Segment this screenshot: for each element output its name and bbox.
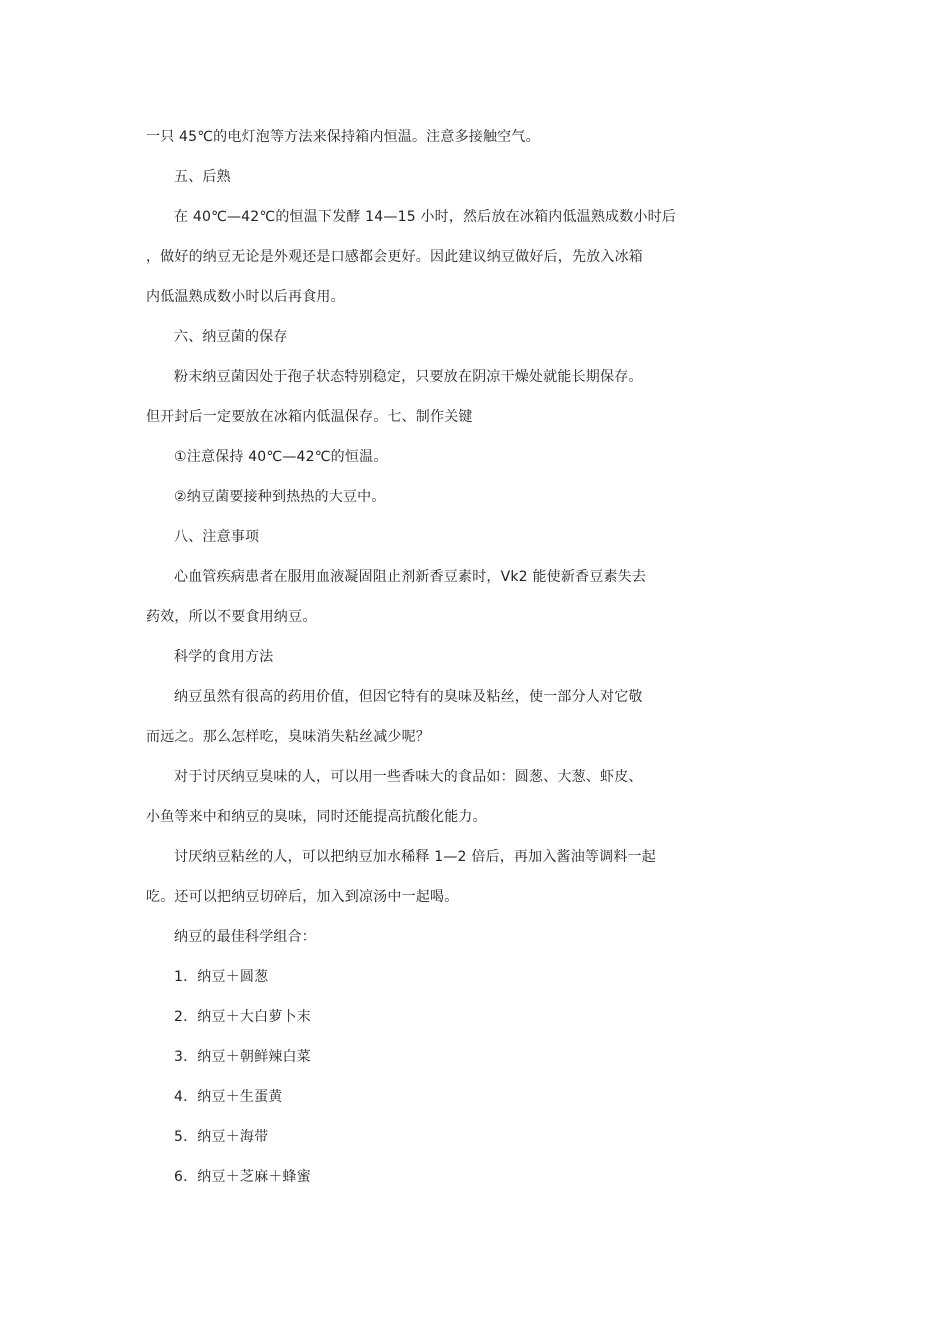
section-heading: 八、注意事项	[174, 529, 260, 545]
body-text-line: 药效，所以不要食用纳豆。	[146, 609, 317, 625]
body-text-line: 对于讨厌纳豆臭味的人，可以用一些香味大的食品如：圆葱、大葱、虾皮、	[174, 769, 643, 785]
body-text-line: 讨厌纳豆粘丝的人，可以把纳豆加水稀释 1—2 倍后，再加入酱油等调料一起	[174, 849, 656, 865]
body-text-line: 心血管疾病患者在服用血液凝固阻止剂新香豆素时，Vk2 能使新香豆素失去	[174, 569, 647, 585]
body-text-line: 一只 45℃的电灯泡等方法来保持箱内恒温。注意多接触空气。	[146, 129, 540, 145]
section-heading: 纳豆的最佳科学组合：	[174, 929, 316, 945]
section-heading: 六、纳豆菌的保存	[174, 329, 288, 345]
body-text-line: ①注意保持 40℃—42℃的恒温。	[174, 449, 388, 465]
body-text-line: 内低温熟成数小时以后再食用。	[146, 289, 345, 305]
body-text-line: ②纳豆菌要接种到热热的大豆中。	[174, 489, 386, 505]
body-text-line: 而远之。那么怎样吃，臭味消失粘丝减少呢？	[146, 729, 430, 745]
list-item: 2．纳豆＋大白萝卜末	[174, 1009, 311, 1025]
list-item: 4．纳豆＋生蛋黄	[174, 1089, 283, 1105]
section-heading: 五、后熟	[174, 169, 231, 185]
body-text-line: 在 40℃—42℃的恒温下发酵 14—15 小时，然后放在冰箱内低温熟成数小时后	[174, 209, 677, 225]
body-text-line: ，做好的纳豆无论是外观还是口感都会更好。因此建议纳豆做好后，先放入冰箱	[146, 249, 643, 265]
list-item: 1．纳豆＋圆葱	[174, 969, 269, 985]
body-text-line: 吃。还可以把纳豆切碎后，加入到凉汤中一起喝。	[146, 889, 459, 905]
body-text-line: 小鱼等来中和纳豆的臭味，同时还能提高抗酸化能力。	[146, 809, 487, 825]
body-text-line: 纳豆虽然有很高的药用价值，但因它特有的臭味及粘丝，使一部分人对它敬	[174, 689, 643, 705]
section-heading: 科学的食用方法	[174, 649, 274, 665]
list-item: 6．纳豆＋芝麻＋蜂蜜	[174, 1169, 311, 1185]
list-item: 5．纳豆＋海带	[174, 1129, 269, 1145]
body-text-line: 粉末纳豆菌因处于孢子状态特别稳定，只要放在阴凉干燥处就能长期保存。	[174, 369, 643, 385]
body-text-line: 但开封后一定要放在冰箱内低温保存。七、制作关键	[146, 409, 473, 425]
list-item: 3．纳豆＋朝鲜辣白菜	[174, 1049, 311, 1065]
